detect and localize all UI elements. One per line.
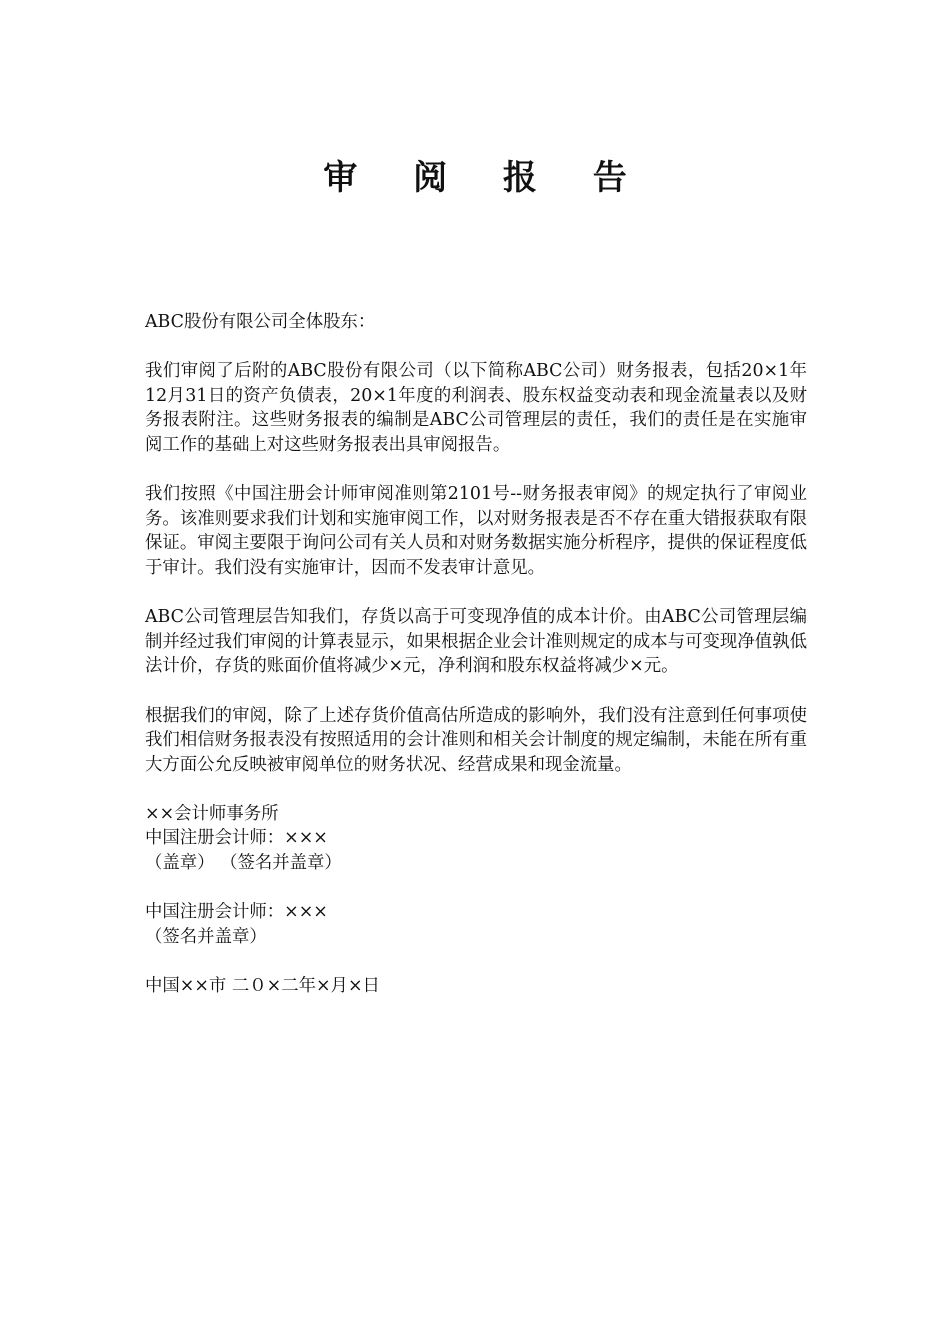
paragraph-inventory-issue: ABC公司管理层告知我们，存货以高于可变现净值的成本计价。由ABC公司管理层编制并经过我们审阅的计算表显示，如果根据企业会计准则规定的成本与可变现净值孰低法计价，存货的账面价值将减少×元，净利润和股东权益将减少×元。 [145, 607, 807, 677]
cpa-signature-2: 中国注册会计师：××× [145, 902, 328, 923]
firm-name: ××会计师事务所 [145, 803, 279, 824]
paragraph-gap [145, 335, 807, 360]
place-and-date: 中国××市 二０×二年×月×日 [145, 976, 380, 997]
paragraph-gap [145, 949, 807, 974]
paragraph-conclusion: 根据我们的审阅，除了上述存货价值高估所造成的影响外，我们没有注意到任何事项使我们相信财务报表没有按照适用的会计准则和相关会计制度的规定编制，未能在所有重大方面公允反映被审阅单位的财务状况、经营成果和现金流量。 [145, 705, 807, 775]
cpa-seal-2: （签名并盖章） [145, 926, 267, 947]
paragraph-review-standard: 我们按照《中国注册会计师审阅准则第2101号--财务报表审阅》的规定执行了审阅业务。该准则要求我们计划和实施审阅工作，以对财务报表是否不存在重大错报获取有限保证。审阅主要限于询问公司有关人员和对财务数据实施分析程序，提供的保证程度低于审计。我们没有实施审计，因而不发表审计意见。 [145, 484, 807, 578]
paragraph-gap [145, 581, 807, 606]
paragraph-gap [145, 679, 807, 704]
paragraph-gap [145, 777, 807, 802]
report-body [145, 310, 807, 999]
cpa-signature-1: 中国注册会计师：××× [145, 828, 328, 849]
paragraph-gap [145, 458, 807, 483]
paragraph-review-scope: 我们审阅了后附的ABC股份有限公司（以下简称ABC公司）财务报表，包括20×1年12月31日的资产负债表，20×1年度的利润表、股东权益变动表和现金流量表以及财务报表附注。这些财务报表的编制是ABC公司管理层的责任，我们的责任是在实施审阅工作的基础上对这些财务报表出具审阅报告。 [145, 361, 807, 455]
paragraph-gap [145, 876, 807, 901]
cpa-seal-1: （盖章） （签名并盖章） [145, 853, 342, 874]
addressee: ABC股份有限公司全体股东： [145, 312, 376, 332]
report-title: 审 阅 报 告 [323, 158, 649, 198]
